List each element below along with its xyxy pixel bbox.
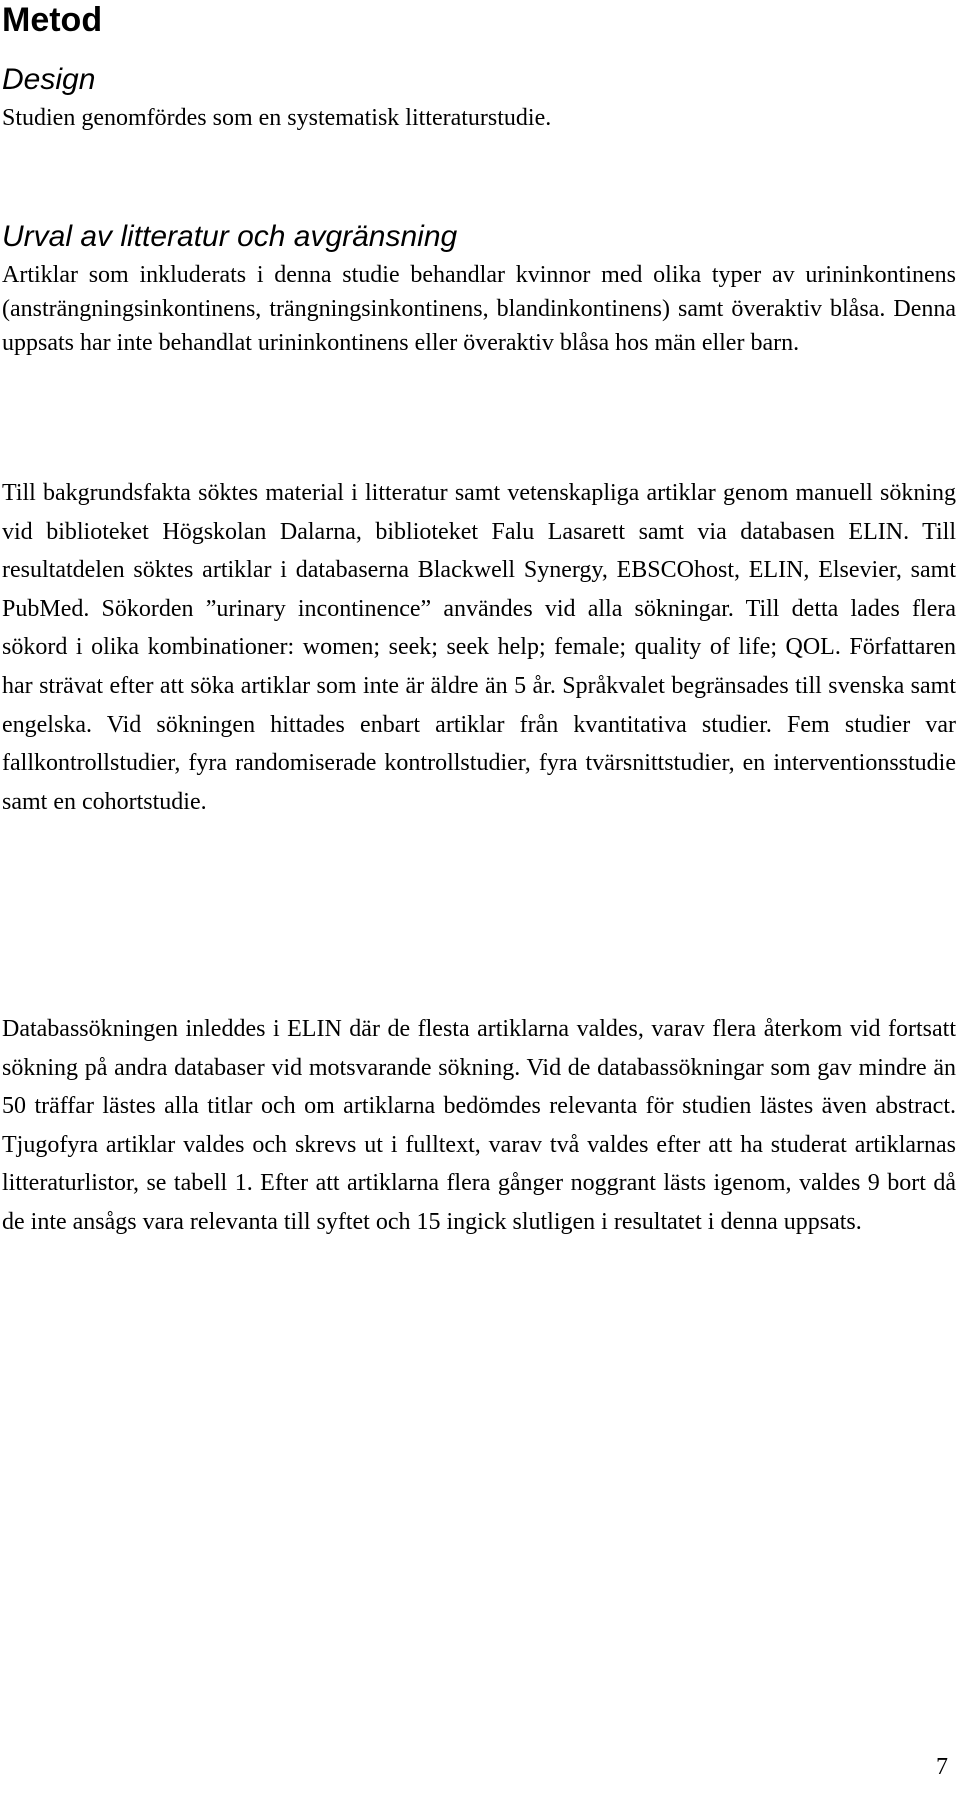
paragraph-urval-database: Databassökningen inleddes i ELIN där de flesta artiklarna valdes, varav flera återkom vid fortsatt sökning på andra databaser vid motsvarande sökning. Vid de databassökningar som gav mindre än 50 träffar lästes alla titlar och om artiklarna bedömdes relevanta för studien lästes även abstract. Tjugofyra artiklar valdes och skrevs ut i fulltext, varav två valdes efter att ha studerat artiklarnas litteraturlistor, se tabell 1. Efter att artiklarna flera gånger noggrant lästs igenom, valdes 9 bort då de inte ansågs vara relevanta till syftet och 15 ingick slutligen i resultatet i denna uppsats. — [2, 1016, 956, 1235]
subsection-heading-urval: Urval av litteratur och avgränsning — [2, 220, 458, 253]
page-number: 7 — [936, 1754, 948, 1780]
paragraph-design: Studien genomfördes som en systematisk litteraturstudie. — [2, 105, 552, 131]
section-heading-metod: Metod — [2, 1, 103, 39]
subsection-heading-design: Design — [2, 63, 96, 96]
paragraph-urval-inclusion: Artiklar som inkluderats i denna studie behandlar kvinnor med olika typer av urininkontinens (ansträngningsinkontinens, trängningsinkontinens, blandinkontinens) samt överaktiv blåsa. Denna uppsats har inte behandlat urininkontinens eller överaktiv blåsa hos män eller barn. — [2, 262, 956, 356]
paragraph-urval-search: Till bakgrundsfakta söktes material i litteratur samt vetenskapliga artiklar genom manuell sökning vid biblioteket Högskolan Dalarna, biblioteket Falu Lasarett samt via databasen ELIN. Till resultatdelen söktes artiklar i databaserna Blackwell Synergy, EBSCOhost, ELIN, Elsevier, samt PubMed. Sökorden ”urinary incontinence” användes vid alla sökningar. Till detta lades flera sökord i olika kombinationer: women; seek; seek help; female; quality of life; QOL. Författaren har strävat efter att söka artiklar som inte är äldre än 5 år. Språkvalet begränsades till svenska samt engelska. Vid sökningen hittades enbart artiklar från kvantitativa studier. Fem studier var fallkontrollstudier, fyra randomiserade kontrollstudier, fyra tvärsnittstudier, en interventionsstudie samt en cohortstudie. — [2, 480, 956, 815]
